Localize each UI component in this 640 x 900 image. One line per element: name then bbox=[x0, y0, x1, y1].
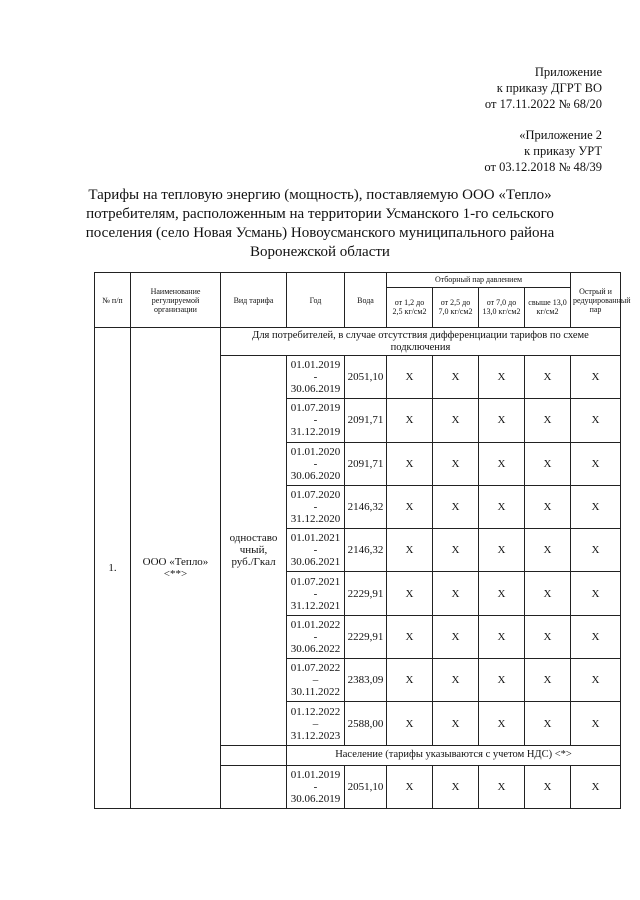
document-title bbox=[60, 186, 580, 262]
header-steam-group: Отборный пар давлением bbox=[387, 273, 571, 288]
period-start: 01.07.2020 bbox=[290, 489, 341, 502]
period-dash: - bbox=[313, 414, 318, 427]
title-line: Тарифы на тепловую энергию (мощность), поставляемую ООО «Тепло» bbox=[88, 187, 552, 203]
not-applicable-mark: X bbox=[479, 659, 525, 702]
not-applicable-mark: X bbox=[479, 702, 525, 745]
water-price: 2229,91 bbox=[345, 615, 387, 658]
period-start: 01.01.2021 bbox=[290, 532, 341, 545]
not-applicable-mark: X bbox=[525, 356, 571, 399]
period-dash: – bbox=[312, 717, 319, 730]
not-applicable-mark: X bbox=[387, 659, 433, 702]
water-price: 2383,09 bbox=[345, 659, 387, 702]
period-start: 01.07.2022 bbox=[290, 662, 341, 675]
not-applicable-mark: X bbox=[387, 572, 433, 615]
period-start: 01.07.2021 bbox=[290, 575, 341, 588]
org-line: ООО «Тепло» bbox=[142, 555, 209, 568]
period-dash: - bbox=[313, 544, 318, 557]
not-applicable-mark: X bbox=[433, 572, 479, 615]
header-num: № п/п bbox=[95, 273, 131, 328]
header-steam-1: от 1,2 до 2,5 кг/см2 bbox=[387, 287, 433, 327]
period-dash: - bbox=[313, 457, 318, 470]
period-cell bbox=[287, 702, 345, 745]
not-applicable-mark: X bbox=[433, 529, 479, 572]
header-org: Наименование регулируемой организации bbox=[131, 273, 221, 328]
not-applicable-mark: X bbox=[387, 529, 433, 572]
kind-line: одноставо bbox=[229, 532, 278, 545]
period-end: 30.06.2019 bbox=[290, 792, 341, 805]
not-applicable-mark: X bbox=[479, 442, 525, 485]
not-applicable-mark: X bbox=[387, 442, 433, 485]
period-end: 31.12.2019 bbox=[290, 426, 341, 439]
period-start: 01.12.2022 bbox=[290, 705, 341, 718]
period-start: 01.01.2019 bbox=[290, 768, 341, 781]
water-price: 2091,71 bbox=[345, 442, 387, 485]
not-applicable-mark: X bbox=[479, 485, 525, 528]
empty-kind-cell bbox=[221, 745, 287, 765]
not-applicable-mark: X bbox=[433, 765, 479, 808]
not-applicable-mark: X bbox=[571, 702, 621, 745]
not-applicable-mark: X bbox=[571, 399, 621, 442]
period-cell bbox=[287, 572, 345, 615]
not-applicable-mark: X bbox=[387, 485, 433, 528]
header-year: Год bbox=[287, 273, 345, 328]
period-cell bbox=[287, 765, 345, 808]
period-cell bbox=[287, 356, 345, 399]
not-applicable-mark: X bbox=[525, 529, 571, 572]
header-line: к приказу ДГРТ ВО bbox=[496, 81, 602, 95]
period-dash: - bbox=[313, 630, 318, 643]
not-applicable-mark: X bbox=[525, 702, 571, 745]
not-applicable-mark: X bbox=[433, 485, 479, 528]
not-applicable-mark: X bbox=[571, 356, 621, 399]
section-row bbox=[95, 328, 621, 356]
period-end: 30.06.2020 bbox=[290, 469, 341, 482]
period-start: 01.07.2019 bbox=[290, 402, 341, 415]
not-applicable-mark: X bbox=[571, 659, 621, 702]
period-dash: – bbox=[312, 674, 319, 687]
not-applicable-mark: X bbox=[525, 442, 571, 485]
period-cell bbox=[287, 485, 345, 528]
water-price: 2091,71 bbox=[345, 399, 387, 442]
org-line: <**> bbox=[163, 567, 188, 580]
header-line: Приложение bbox=[534, 65, 602, 79]
not-applicable-mark: X bbox=[571, 442, 621, 485]
not-applicable-mark: X bbox=[433, 615, 479, 658]
tariffs-table bbox=[94, 272, 631, 809]
not-applicable-mark: X bbox=[433, 442, 479, 485]
row-number: 1. bbox=[95, 328, 131, 809]
period-end: 31.12.2020 bbox=[290, 513, 341, 526]
header-sharp-steam: Острый и редуцированный пар bbox=[571, 273, 621, 328]
period-end: 30.06.2022 bbox=[290, 642, 341, 655]
not-applicable-mark: X bbox=[433, 399, 479, 442]
header-line: «Приложение 2 bbox=[519, 128, 602, 142]
header-steam-4: свыше 13,0 кг/см2 bbox=[525, 287, 571, 327]
not-applicable-mark: X bbox=[571, 572, 621, 615]
kind-line: чный, bbox=[239, 544, 268, 557]
period-cell bbox=[287, 659, 345, 702]
not-applicable-mark: X bbox=[479, 529, 525, 572]
not-applicable-mark: X bbox=[479, 765, 525, 808]
period-end: 30.06.2019 bbox=[290, 383, 341, 396]
not-applicable-mark: X bbox=[571, 529, 621, 572]
not-applicable-mark: X bbox=[387, 615, 433, 658]
period-cell bbox=[287, 399, 345, 442]
section-title-population: Население (тарифы указываются с учетом НДС) <*> bbox=[287, 745, 621, 765]
period-start: 01.01.2019 bbox=[290, 359, 341, 372]
period-dash: - bbox=[313, 501, 318, 514]
period-end: 31.12.2021 bbox=[290, 599, 341, 612]
period-cell bbox=[287, 442, 345, 485]
not-applicable-mark: X bbox=[525, 765, 571, 808]
not-applicable-mark: X bbox=[479, 356, 525, 399]
tariff-kind bbox=[221, 356, 287, 746]
not-applicable-mark: X bbox=[387, 399, 433, 442]
water-price: 2146,32 bbox=[345, 485, 387, 528]
kind-line: руб./Гкал bbox=[231, 556, 276, 569]
not-applicable-mark: X bbox=[387, 356, 433, 399]
water-price: 2588,00 bbox=[345, 702, 387, 745]
not-applicable-mark: X bbox=[479, 615, 525, 658]
not-applicable-mark: X bbox=[571, 765, 621, 808]
not-applicable-mark: X bbox=[479, 572, 525, 615]
header-steam-2: от 2,5 до 7,0 кг/см2 bbox=[433, 287, 479, 327]
period-dash: - bbox=[313, 780, 318, 793]
water-price: 2051,10 bbox=[345, 765, 387, 808]
not-applicable-mark: X bbox=[433, 356, 479, 399]
not-applicable-mark: X bbox=[571, 485, 621, 528]
title-line: Воронежской области bbox=[250, 244, 390, 260]
not-applicable-mark: X bbox=[433, 659, 479, 702]
not-applicable-mark: X bbox=[479, 399, 525, 442]
title-line: потребителям, расположенным на территории Усманского 1-го сельского bbox=[86, 206, 554, 222]
header-line: от 03.12.2018 № 48/39 bbox=[484, 160, 602, 174]
water-price: 2146,32 bbox=[345, 529, 387, 572]
table-header-row bbox=[95, 273, 621, 288]
period-cell bbox=[287, 615, 345, 658]
not-applicable-mark: X bbox=[525, 659, 571, 702]
period-dash: - bbox=[313, 371, 318, 384]
header-steam-3: от 7,0 до 13,0 кг/см2 bbox=[479, 287, 525, 327]
header-water: Вода bbox=[345, 273, 387, 328]
appendix-header bbox=[485, 64, 602, 112]
period-end: 30.06.2021 bbox=[290, 556, 341, 569]
title-line: поселения (село Новая Усмань) Новоусманского муниципального района bbox=[85, 225, 555, 241]
period-end: 31.12.2023 bbox=[290, 729, 341, 742]
not-applicable-mark: X bbox=[525, 399, 571, 442]
not-applicable-mark: X bbox=[387, 702, 433, 745]
period-cell bbox=[287, 529, 345, 572]
not-applicable-mark: X bbox=[525, 485, 571, 528]
appendix-header-quoted bbox=[484, 127, 602, 175]
header-kind: Вид тарифа bbox=[221, 273, 287, 328]
header-line: от 17.11.2022 № 68/20 bbox=[484, 97, 602, 111]
not-applicable-mark: X bbox=[571, 615, 621, 658]
period-start: 01.01.2022 bbox=[290, 618, 341, 631]
header-line: к приказу УРТ bbox=[524, 144, 602, 158]
water-price: 2229,91 bbox=[345, 572, 387, 615]
not-applicable-mark: X bbox=[387, 765, 433, 808]
period-end: 30.11.2022 bbox=[290, 686, 341, 699]
period-start: 01.01.2020 bbox=[290, 445, 341, 458]
period-dash: - bbox=[313, 587, 318, 600]
section-title-no-differentiation: Для потребителей, в случае отсутствия дифференциации тарифов по схеме подключения bbox=[221, 328, 621, 356]
not-applicable-mark: X bbox=[525, 572, 571, 615]
not-applicable-mark: X bbox=[525, 615, 571, 658]
not-applicable-mark: X bbox=[433, 702, 479, 745]
empty-kind-cell bbox=[221, 765, 287, 808]
organization-name bbox=[131, 328, 221, 809]
water-price: 2051,10 bbox=[345, 356, 387, 399]
